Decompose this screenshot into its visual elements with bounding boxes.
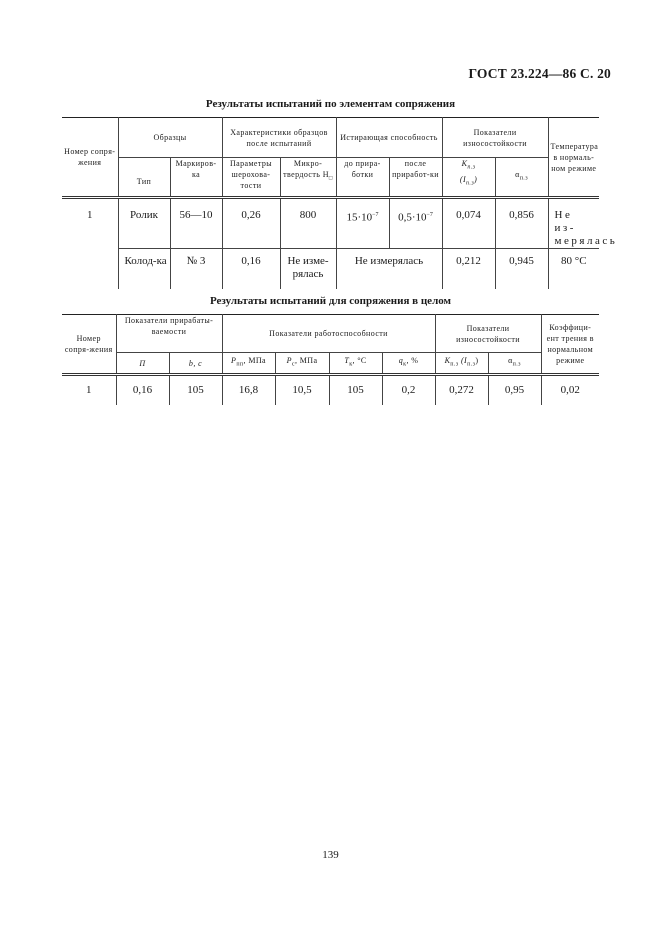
cell-K: 0,212 bbox=[442, 249, 495, 289]
cell-alpha: 0,95 bbox=[488, 375, 541, 405]
cell-b: 105 bbox=[169, 375, 222, 405]
alpha-symbol: α bbox=[515, 170, 520, 180]
q-symbol: q bbox=[398, 356, 404, 366]
page-header: ГОСТ 23.224—86 С. 20 bbox=[468, 66, 611, 81]
alpha-symbol: α bbox=[508, 356, 513, 366]
T-subscript: к bbox=[349, 361, 353, 368]
col-header-alpha bbox=[488, 353, 541, 375]
cell-temperature: Не из-мерялась bbox=[548, 198, 599, 249]
table1-caption: Результаты испытаний по элементам сопряжения bbox=[205, 98, 456, 110]
col-header-roughness: Параметры шерохова-тости bbox=[222, 158, 280, 198]
col-header-K bbox=[435, 353, 488, 375]
col-group-runin: Показатели прирабаты-ваемости bbox=[116, 315, 222, 353]
Pnp-symbol: Р bbox=[231, 356, 237, 366]
col-header-number: Номер сопря-жения bbox=[64, 147, 116, 167]
before-exponent: −7 bbox=[372, 212, 379, 218]
col-group-performance: Показатели работоспособности bbox=[222, 315, 435, 353]
cell-roughness: 0,26 bbox=[222, 198, 280, 249]
cell-q: 0,2 bbox=[382, 375, 435, 405]
Pc-subscript: с bbox=[291, 361, 295, 368]
cell-P: 0,16 bbox=[116, 375, 169, 405]
cell-Pc: 10,5 bbox=[275, 375, 329, 405]
cell-roughness: 0,16 bbox=[222, 249, 280, 289]
cell-K: 0,074 bbox=[442, 198, 495, 249]
Pc-unit: , МПа bbox=[294, 356, 318, 366]
Pnp-unit: , МПа bbox=[243, 356, 266, 366]
K-subscript: п.з bbox=[467, 164, 476, 171]
cell-temperature: 80 °С bbox=[548, 249, 599, 289]
col-header-Pnp bbox=[222, 353, 275, 375]
I-close: ) bbox=[474, 174, 478, 184]
col-header-alpha bbox=[495, 158, 548, 198]
cell-before-runin bbox=[336, 198, 389, 249]
I-symbol: (I bbox=[459, 174, 467, 184]
col-group-wear: Показатели износостойкости bbox=[442, 118, 548, 158]
cell-number: 1 bbox=[87, 209, 93, 221]
after-base: 0,5·10 bbox=[398, 211, 427, 224]
cell-microhardness: 800 bbox=[280, 198, 336, 249]
col-header-after-runin: после приработ-ки bbox=[389, 158, 442, 198]
K-subscript: п.з bbox=[450, 361, 459, 368]
col-header-microhardness bbox=[280, 158, 336, 198]
col-header-friction: Коэффици-ент трения в нормальном режиме bbox=[541, 315, 599, 375]
table-elements-results bbox=[62, 117, 618, 289]
table-row bbox=[62, 375, 599, 405]
microhardness-label: Микро-твердость Н bbox=[283, 159, 329, 179]
microhardness-subscript: □ bbox=[328, 175, 333, 182]
cell-marking: № 3 bbox=[170, 249, 222, 289]
col-header-T bbox=[329, 353, 382, 375]
col-header-number: Номер сопря-жения bbox=[64, 334, 113, 354]
col-group-abrasive: Истирающая способность bbox=[336, 118, 442, 158]
col-header-Pc bbox=[275, 353, 329, 375]
table2-caption: Результаты испытаний для сопряжения в целом bbox=[209, 295, 452, 307]
table-row bbox=[62, 249, 599, 289]
cell-Pnp: 16,8 bbox=[222, 375, 275, 405]
col-header-b: b, с bbox=[169, 353, 222, 375]
table-overall-results bbox=[62, 314, 599, 405]
cell-abrasive-merged: Не измерялась bbox=[336, 249, 442, 289]
cell-marking: 56—10 bbox=[170, 198, 222, 249]
col-header-q bbox=[382, 353, 435, 375]
cell-type: Ролик bbox=[118, 198, 170, 249]
Pnp-subscript: пп bbox=[236, 361, 244, 368]
cell-after-runin bbox=[389, 198, 442, 249]
after-exponent: −7 bbox=[426, 212, 433, 218]
alpha-subscript: п.з bbox=[519, 175, 528, 182]
col-group-characteristics: Характеристики образцов после испытаний bbox=[222, 118, 336, 158]
col-group-samples: Образцы bbox=[118, 118, 222, 158]
col-header-type: Тип bbox=[118, 158, 170, 198]
cell-microhardness: Не изме-рялась bbox=[280, 249, 336, 289]
I-symbol: (I bbox=[458, 356, 468, 366]
cell-alpha: 0,856 bbox=[495, 198, 548, 249]
cell-T: 105 bbox=[329, 375, 382, 405]
cell-friction: 0,02 bbox=[541, 375, 599, 405]
col-header-marking: Маркиров-ка bbox=[170, 158, 222, 198]
col-group-wear: Показатели износостойкости bbox=[435, 315, 541, 353]
table-row bbox=[62, 198, 599, 249]
page-number: 139 bbox=[322, 849, 339, 861]
T-symbol: Т bbox=[344, 356, 350, 366]
q-subscript: к bbox=[403, 361, 407, 368]
col-header-P: П bbox=[116, 353, 169, 375]
cell-number-empty bbox=[62, 249, 118, 289]
K-symbol: К bbox=[444, 356, 451, 366]
col-header-K bbox=[442, 158, 495, 198]
I-close: ) bbox=[475, 356, 479, 366]
cell-alpha: 0,945 bbox=[495, 249, 548, 289]
cell-type: Колод-ка bbox=[118, 249, 170, 289]
T-unit: , °С bbox=[352, 356, 367, 366]
alpha-subscript: п.з bbox=[512, 361, 521, 368]
col-header-before-runin: до прира-ботки bbox=[336, 158, 389, 198]
q-unit: , % bbox=[406, 356, 419, 366]
I-subscript: п.з bbox=[466, 180, 475, 187]
cell-number: 1 bbox=[86, 384, 92, 396]
before-base: 15·10 bbox=[346, 211, 373, 224]
Pc-symbol: Р bbox=[286, 356, 292, 366]
col-header-temperature: Температура в нормаль-ном режиме bbox=[548, 118, 599, 198]
K-symbol: К bbox=[461, 159, 468, 168]
cell-K: 0,272 bbox=[435, 375, 488, 405]
I-subscript: п.з bbox=[467, 361, 476, 368]
